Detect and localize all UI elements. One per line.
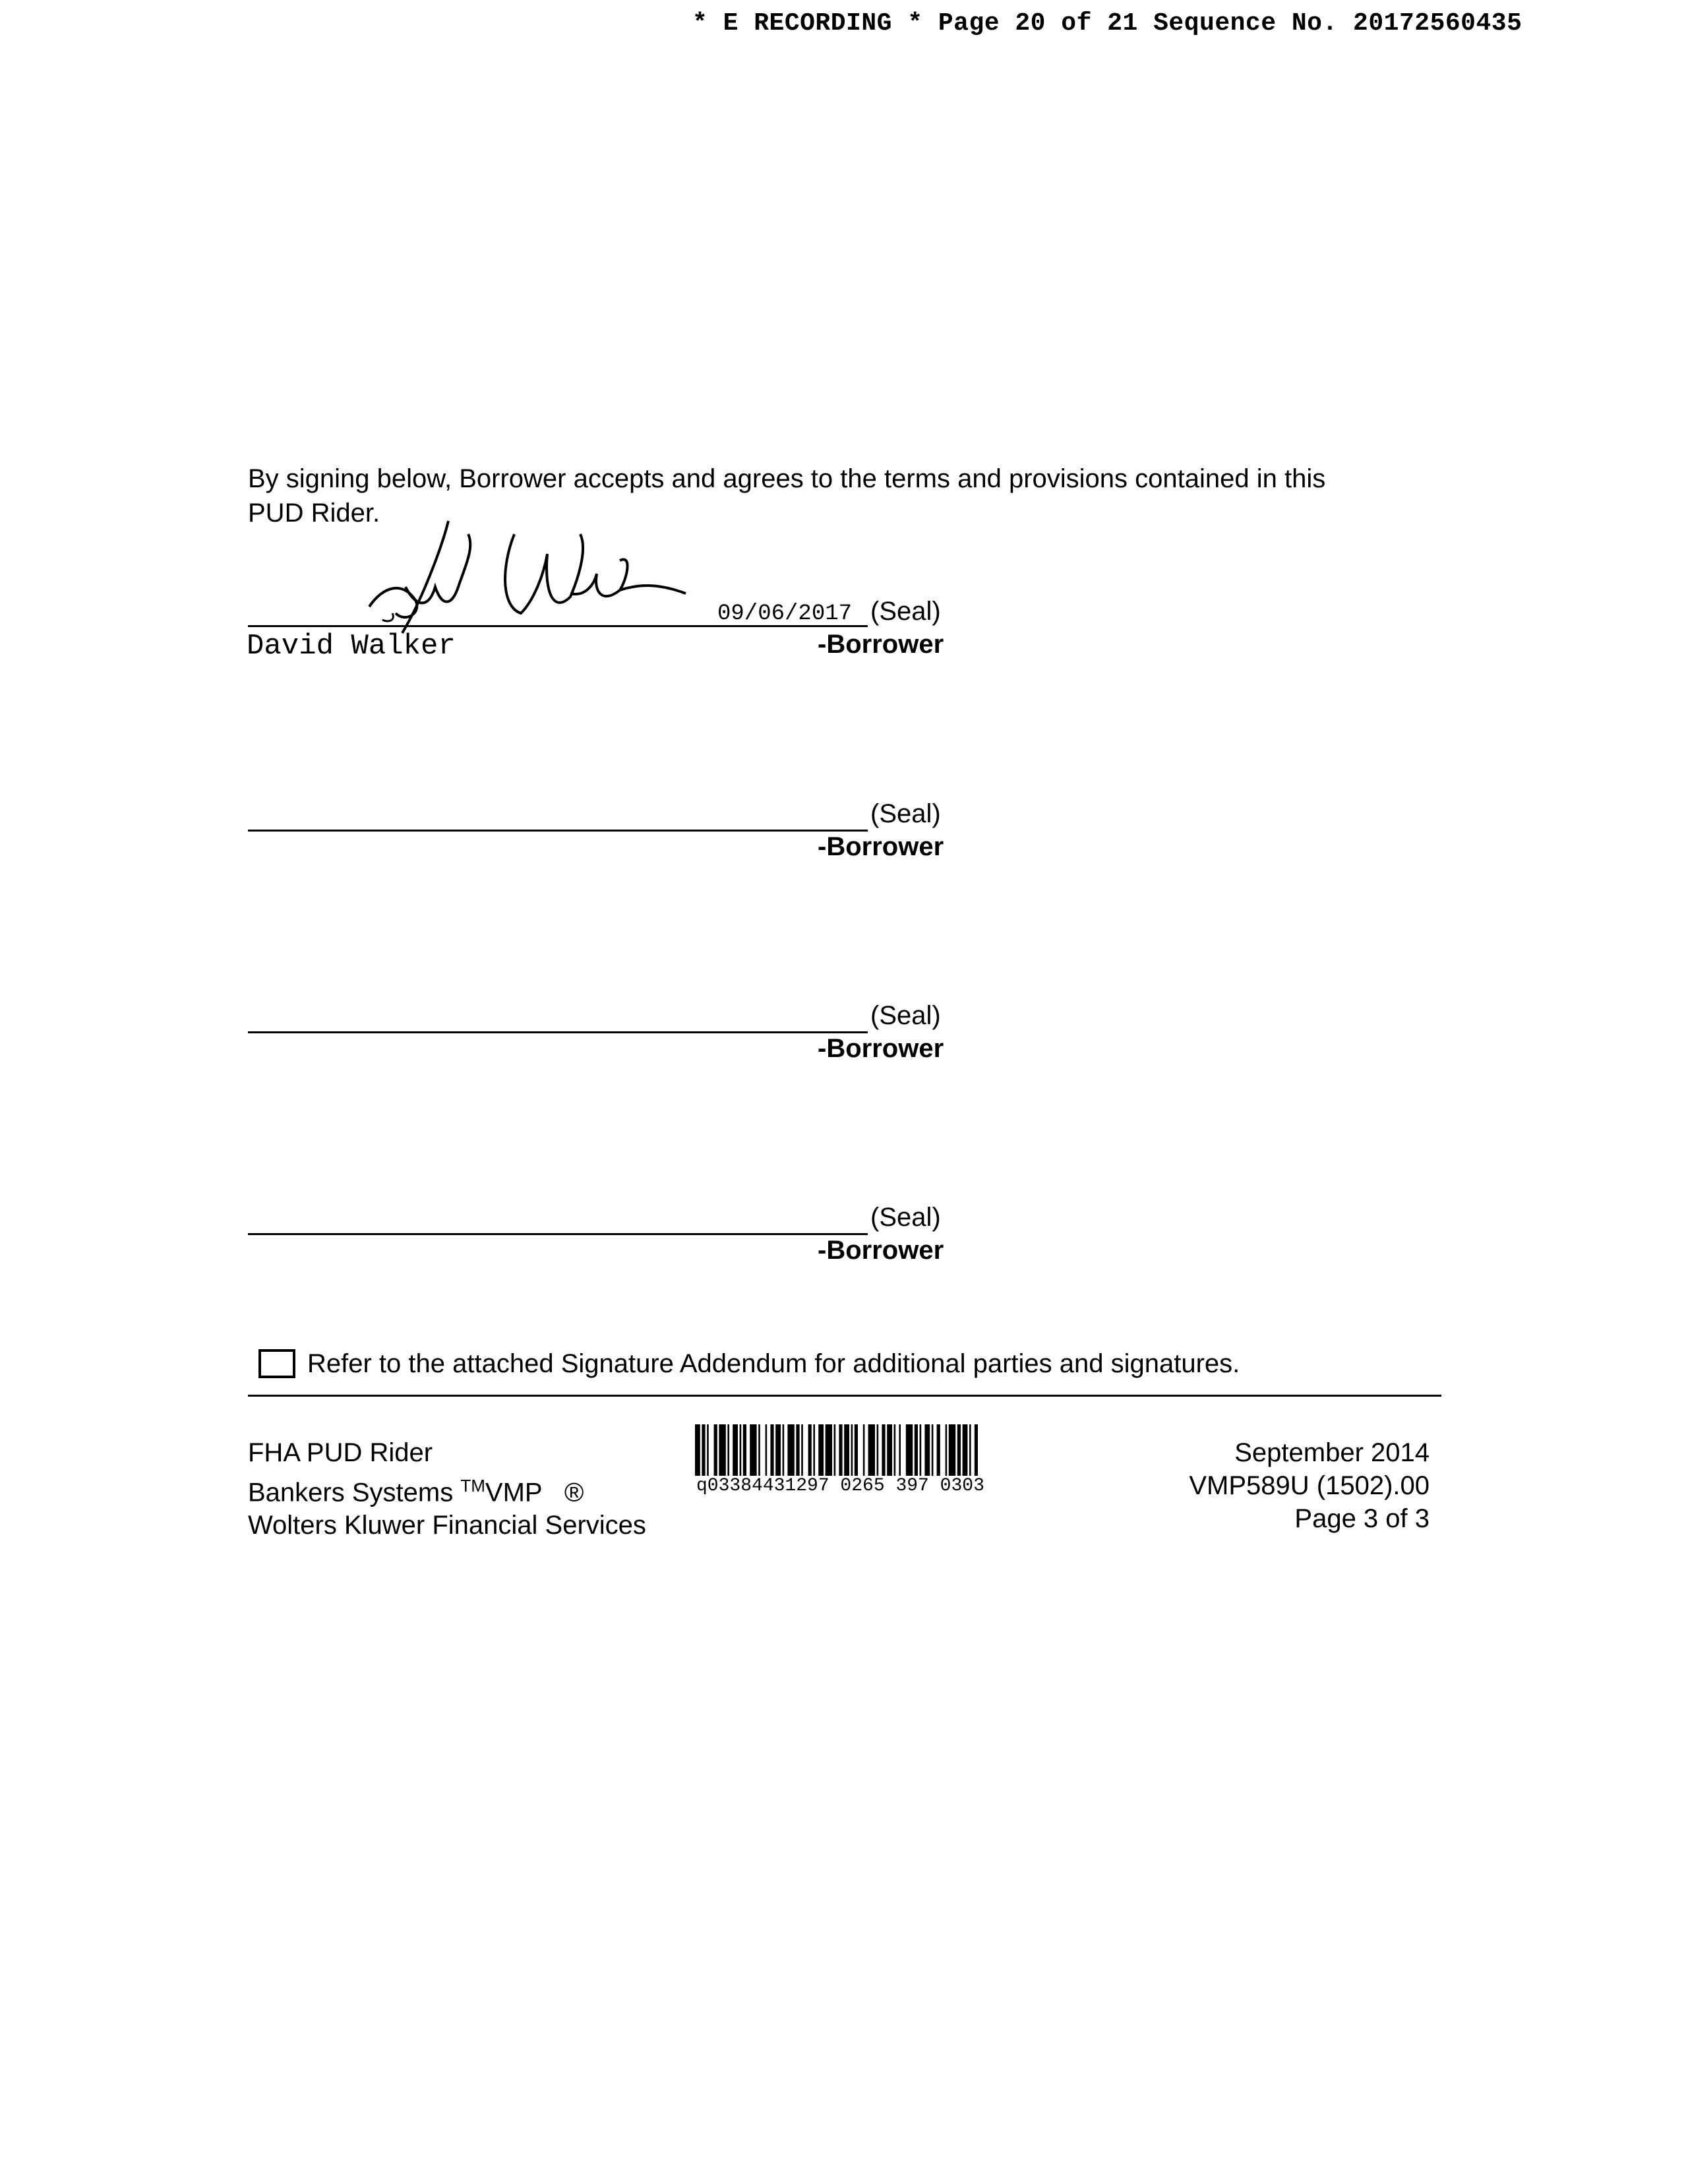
borrower-label: -Borrower — [818, 832, 944, 861]
footer-form-info — [248, 1436, 646, 1542]
footer-divider — [248, 1395, 1441, 1397]
page-number: Page 3 of 3 — [1294, 1504, 1430, 1533]
trademark-mark: TM — [460, 1476, 485, 1496]
registered-mark: ® — [564, 1478, 584, 1507]
seal-label: (Seal) — [870, 597, 941, 626]
barcode — [695, 1424, 1163, 1476]
signature-line[interactable] — [248, 830, 868, 832]
borrower-label: -Borrower — [818, 1034, 944, 1063]
borrower-label: -Borrower — [818, 1236, 944, 1265]
form-number: VMP589U (1502).00 — [1189, 1471, 1430, 1500]
signature-date: 09/06/2017 — [717, 601, 853, 626]
seal-label: (Seal) — [870, 1203, 941, 1232]
recording-stamp: * E RECORDING * Page 20 of 21 Sequence No. 20172560435 — [692, 9, 1522, 38]
signature-line[interactable] — [248, 1031, 868, 1033]
signature-line[interactable] — [248, 1233, 868, 1235]
acceptance-paragraph: By signing below, Borrower accepts and agrees to the terms and provisions contained in this PUD Rider. — [248, 464, 1326, 528]
publisher-line-1: Bankers Systems ™VMP ® — [248, 1476, 584, 1507]
barcode-number: q03384431297 0265 397 0303 — [696, 1476, 984, 1496]
borrower-label: -Borrower — [818, 630, 944, 659]
addendum-checkbox[interactable] — [258, 1349, 295, 1378]
form-name: FHA PUD Rider — [248, 1438, 433, 1467]
seal-label: (Seal) — [870, 799, 941, 828]
footer-edition-info — [1189, 1436, 1430, 1535]
edition-date: September 2014 — [1234, 1438, 1430, 1467]
borrower-name: David Walker — [247, 630, 456, 663]
addendum-text: Refer to the attached Signature Addendum for additional parties and signatures. — [307, 1349, 1240, 1378]
seal-label: (Seal) — [870, 1001, 941, 1030]
publisher-line-2: Wolters Kluwer Financial Services — [248, 1511, 646, 1540]
